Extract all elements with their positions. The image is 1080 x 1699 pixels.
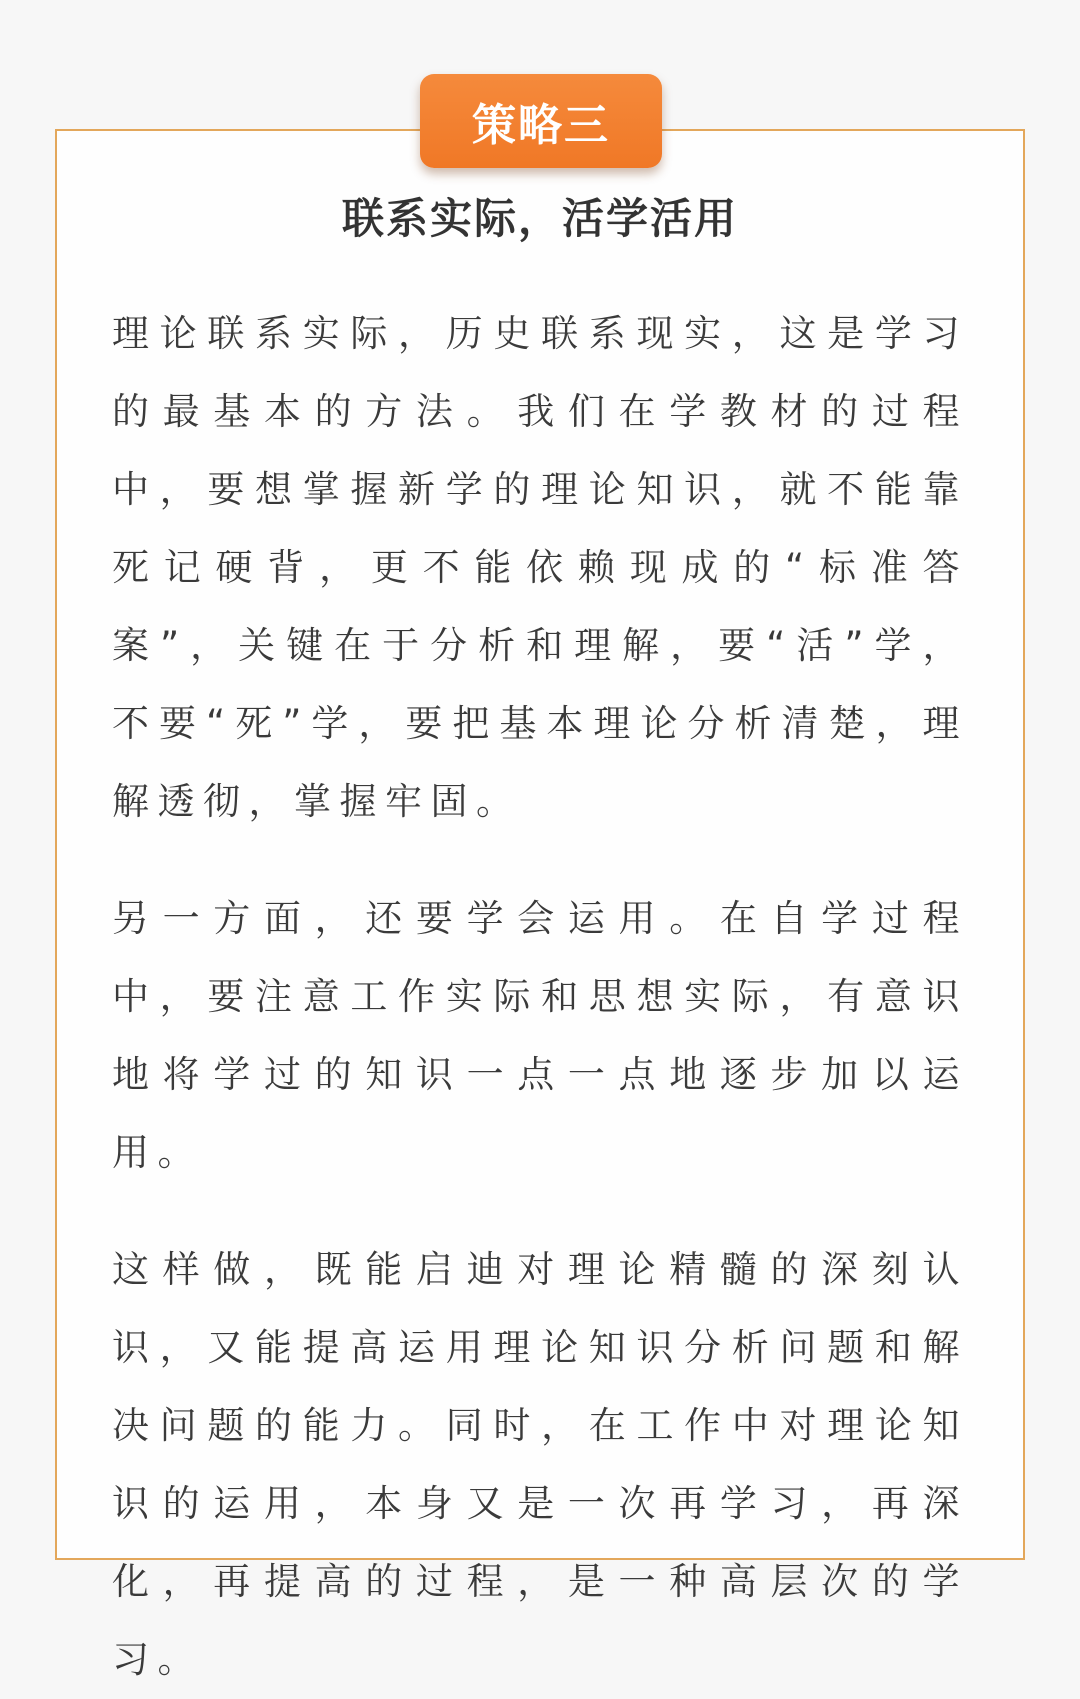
section-subtitle: 联系实际，活学活用 <box>341 194 738 243</box>
paragraph-3: 这样做，既能启迪对理论精髓的深刻认识，又能提高运用理论知识分析问题和解决问题的能力。同时，在工作中对理论知识的运用，本身又是一次再学习，再深化，再提高的过程，是一种高层次的学习。 <box>112 1248 968 1681</box>
paragraph-2: 另一方面，还要学会运用。在自学过程中，要注意工作实际和思想实际，有意识地将学过的知识一点一点地逐步加以运用。 <box>112 897 968 1174</box>
strategy-badge <box>420 74 662 168</box>
article-body <box>112 295 968 1699</box>
paragraph-1: 理论联系实际，历史联系现实，这是学习的最基本的方法。我们在学教材的过程中，要想掌握新学的理论知识，就不能靠死记硬背，更不能依赖现成的“标准答案”，关键在于分析和理解，要“活”学，不要“死”学，要把基本理论分析清楚，理解透彻，掌握牢固。 <box>112 312 968 823</box>
badge-label: 策略三 <box>472 100 610 151</box>
